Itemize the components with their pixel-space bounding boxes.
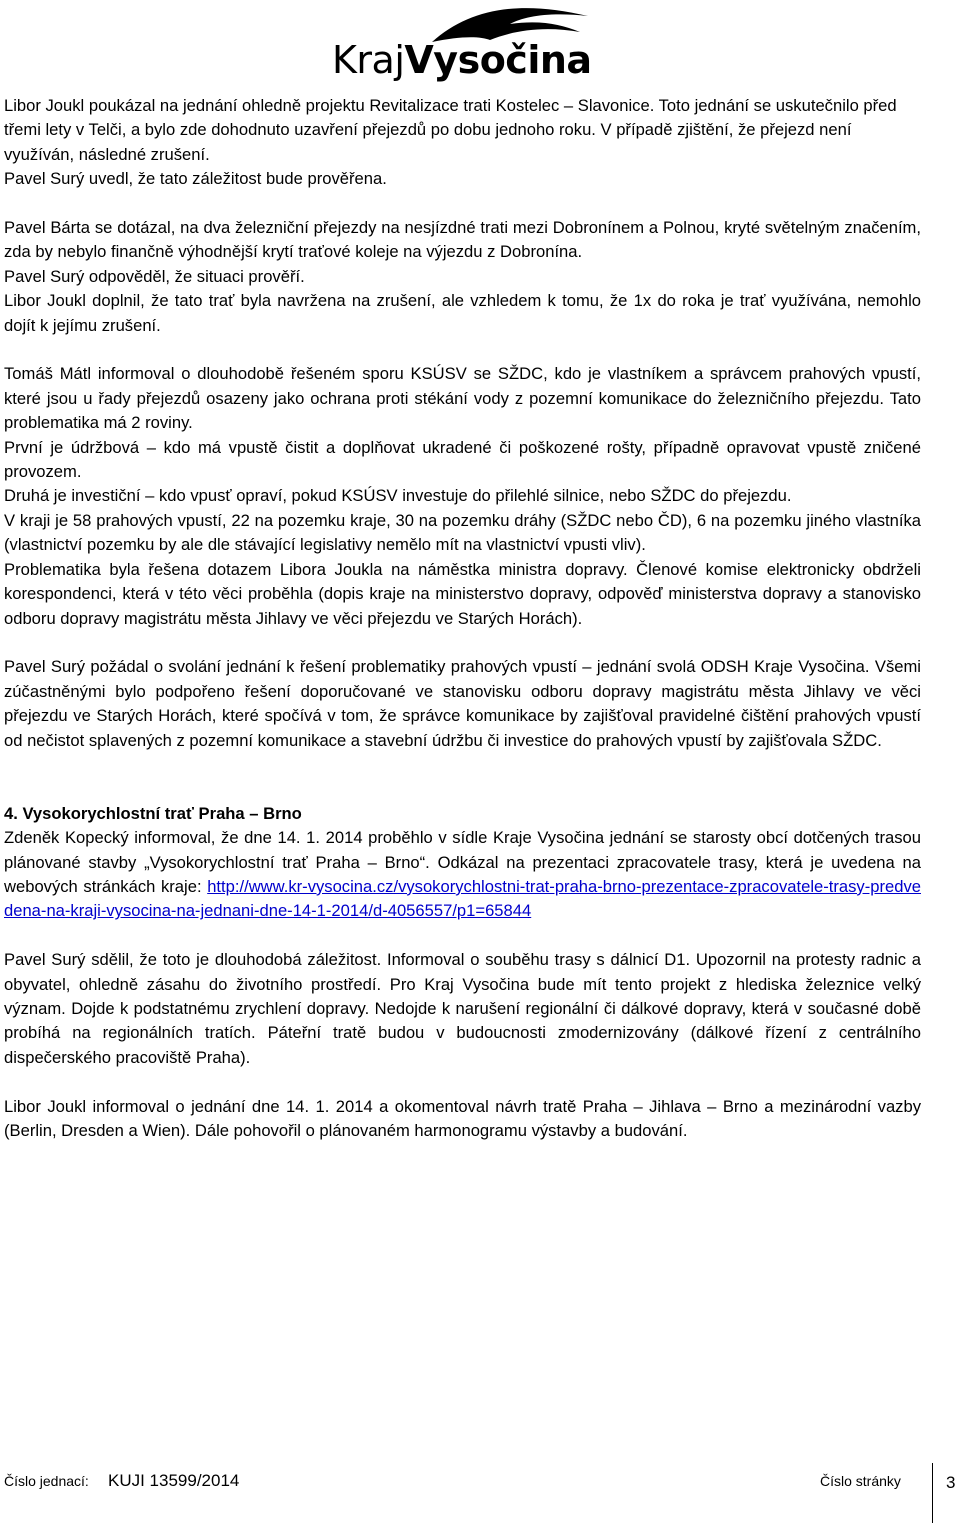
footer-divider: [932, 1463, 933, 1523]
paragraph: Druhá je investiční – kdo vpusť opraví, pokud KSÚSV investuje do přilehlé silnice, nebo SŽDC do přejezdu.: [4, 486, 792, 506]
paragraph: Pavel Surý sdělil, že toto je dlouhodobá záležitost. Informoval o souběhu trasy s dálnicí D1. Upozornil na protesty radnic a obyvatel, ohledně zásahu do životního prostředí. Pro Kraj Vysočina bude mít tento projekt z hlediska železnice velký význam. Dojde k podstatnému zrychlení dopravy. Nedojde k narušení regionální či dálkové dopravy, která v současné době probíhá na regionálních tratích. Páteřní tratě budou v budoucnosti zmodernizovány (dálkové řízení z centrálního dispečerského pracoviště Praha).: [4, 950, 921, 1067]
logo-kraj-text: Kraj: [332, 38, 405, 82]
paragraph: První je údržbová – kdo má vpustě čistit a doplňovat ukradené či poškozené rošty, případně opravovat vpustě zničené provozem.: [4, 437, 921, 482]
paragraph: Tomáš Mátl informoval o dlouhodobě řešeném sporu KSÚSV se SŽDC, kdo je vlastníkem a správcem prahových vpustí, které jsou u řady přejezdů osazeny jako ochrana proti stékání vody z pozemní komunikace do železničního přejezdu. Tato problematika má 2 roviny.: [4, 364, 921, 433]
paragraph: Pavel Surý požádal o svolání jednání k řešení problematiky prahových vpustí – jednání svolá ODSH Kraje Vysočina. Všemi zúčastněnými bylo podpořeno řešení doporučované ve stanovisku odboru dopravy magistrátu města Jihlavy ve věci přejezdu ve Starých Horách, které spočívá v tom, že správce komunikace by zajišťoval pravidelné čištění prahových vpustí od nečistot splavených z pozemní komunikace a stavební údržbu či investice do prahových vpustí by zajišťovala SŽDC.: [4, 657, 921, 750]
paragraph: Libor Joukl informoval o jednání dne 14. 1. 2014 a okomentoval návrh tratě Praha – Jihlava – Brno a mezinárodní vazby (Berlin, Dresden a Wien). Dále pohovořil o plánovaném harmonogramu výstavby a budování.: [4, 1096, 921, 1140]
paragraph: Problematika byla řešena dotazem Libora Joukla na náměstka ministra dopravy. Členové komise elektronicky obdrželi korespondenci, která v této věci proběhla (dopis kraje na ministerstvo dopravy, odpověď ministerstva dopravy a stanovisko odboru dopravy magistrátu města Jihlavy ve věci přejezdu ve Starých Horách).: [4, 559, 921, 628]
paragraph: Libor Joukl poukázal na jednání ohledně projektu Revitalizace trati Kostelec – Slavonice. Toto jednání se uskutečnilo před třemi lety v Telči, a bylo zde dohodnuto uzavření přejezdů po dobu jednoho roku. V případě zjištění, že přejezd není využíván, následné zrušení.: [4, 96, 897, 164]
section-heading: 4. Vysokorychlostní trať Praha – Brno: [4, 803, 302, 823]
reference-label: Číslo jednací:: [4, 1473, 89, 1489]
paragraph: Pavel Surý uvedl, že tato záležitost bude prověřena.: [4, 169, 387, 189]
document-body: [4, 94, 921, 1143]
page-number: 3: [946, 1473, 956, 1492]
page-number-label: Číslo stránky: [820, 1473, 901, 1489]
paragraph: V kraji je 58 prahových vpustí, 22 na pozemku kraje, 30 na pozemku dráhy (SŽDC nebo ČD), 6 na pozemku jiného vlastníka (vlastnictví pozemku by ale dle stávající legislativy nemělo mít na vlastnictví vpusti vliv).: [4, 510, 921, 555]
logo-wordmark: [332, 36, 592, 92]
paragraph-text: Zdeněk Kopecký informoval, že dne 14. 1. 2014 proběhlo v sídle Kraje Vysočina jednání se starosty obcí dotčených trasou plánované stavby „Vysokorychlostní trať Praha – Brno“. Odkázal na prezentaci zpracovatele trasy, která je uvedena na webových stránkách kraje:: [4, 828, 921, 896]
paragraph: [4, 826, 921, 924]
kraj-vysocina-logo: [330, 2, 592, 86]
paragraph: Pavel Bárta se dotázal, na dva železniční přejezdy na nesjízdné trati mezi Dobronínem a Polnou, kryté světelným značením, zda by nebylo finančně výhodnější krytí traťové koleje na výjezdu z Dobronína.: [4, 218, 921, 262]
reference-value: KUJI 13599/2014: [108, 1471, 240, 1490]
page-footer: [4, 1463, 960, 1523]
paragraph: Pavel Surý odpověděl, že situaci prověří.: [4, 266, 305, 286]
web-link[interactable]: http://www.kr-vysocina.cz/vysokorychlostni-trat-praha-brno-prezentace-zpracovatele-trasy-predvedena-na-kraji-vysocina-na-jednani-dne-14-1-2014/d-4056557/p1=65844: [4, 876, 921, 921]
paragraph: Libor Joukl doplnil, že tato trať byla navržena na zrušení, ale vzhledem k tomu, že 1x do roka je trať využívána, nemohlo dojít k jejímu zrušení.: [4, 291, 921, 335]
logo-vysocina-text: Vysočina: [404, 38, 592, 82]
